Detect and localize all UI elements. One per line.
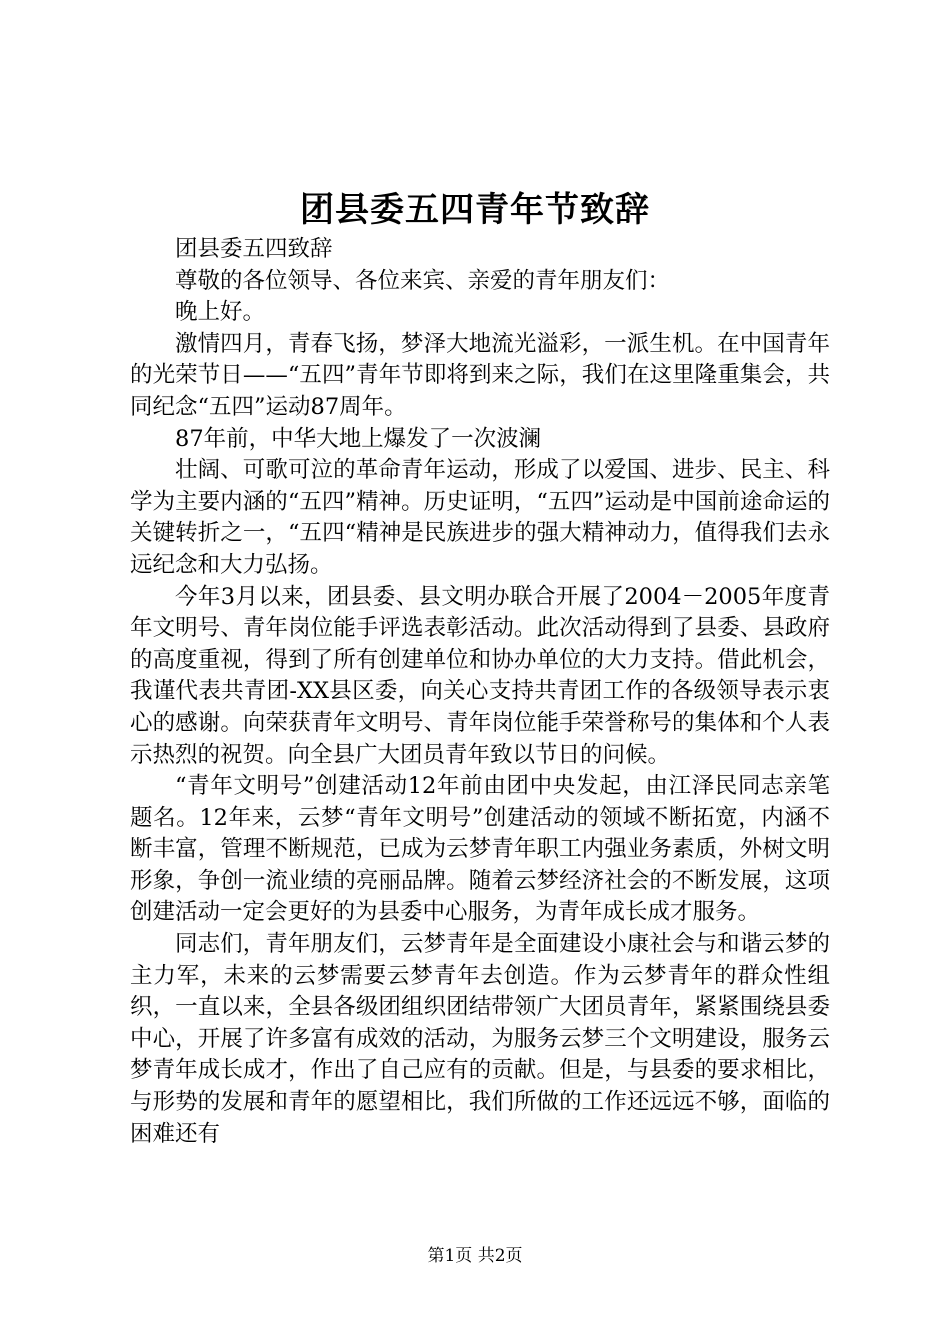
page-footer: 第1页 共2页 xyxy=(427,1246,523,1266)
paragraph-heading: 团县委五四致辞 xyxy=(175,236,333,262)
paragraph: 同志们，青年朋友们，云梦青年是全面建设小康社会与和谐云梦的主力军，未来的云梦需要云梦青年去创造。作为云梦青年的群众性组织，一直以来，全县各级团组织团结带领广大团员青年，紧紧围绕县委中心，开展了许多富有成效的活动，为服务云梦三个文明建设，服务云梦青年成长成才，作出了自己应有的贡献。但是，与县委的要求相比，与形势的发展和青年的愿望相比，我们所做的工作还远远不够，面临的困难还有 xyxy=(130,931,830,1147)
document-body xyxy=(130,234,830,1150)
paragraph-greeting: 晚上好。 xyxy=(175,299,266,326)
paragraph: 87年前，中华大地上爆发了一次波澜 xyxy=(175,425,542,452)
paragraph-salutation: 尊敬的各位领导、各位来宾、亲爱的青年朋友们： xyxy=(175,267,671,294)
paragraph: 壮阔、可歌可泣的革命青年运动，形成了以爱国、进步、民主、科学为主要内涵的“五四”精神。历史证明，“五四”运动是中国前途命运的关键转折之一，“五四“精神是民族进步的强大精神动力，值得我们去永远纪念和大力弘扬。 xyxy=(130,457,830,578)
document-title: 团县委五四青年节致辞 xyxy=(300,190,650,230)
paragraph: 激情四月，青春飞扬，梦泽大地流光溢彩，一派生机。在中国青年的光荣节日——“五四”青年节即将到来之际，我们在这里隆重集会，共同纪念“五四”运动87周年。 xyxy=(130,330,830,420)
paragraph: “青年文明号”创建活动12年前由团中央发起，由江泽民同志亲笔题名。12年来，云梦“青年文明号”创建活动的领域不断拓宽，内涵不断丰富，管理不断规范，已成为云梦青年职工内强业务素质，外树文明形象，争创一流业绩的亮丽品牌。随着云梦经济社会的不断发展，这项创建活动一定会更好的为县委中心服务，为青年成长成才服务。 xyxy=(130,773,830,926)
paragraph: 今年3月以来，团县委、县文明办联合开展了2004－2005年度青年文明号、青年岗位能手评选表彰活动。此次活动得到了县委、县政府的高度重视，得到了所有创建单位和协办单位的大力支持。借此机会，我谨代表共青团-XX县区委，向关心支持共青团工作的各级领导表示衷心的感谢。向荣获青年文明号、青年岗位能手荣誉称号的集体和个人表示热烈的祝贺。向全县广大团员青年致以节日的问候。 xyxy=(130,583,830,768)
